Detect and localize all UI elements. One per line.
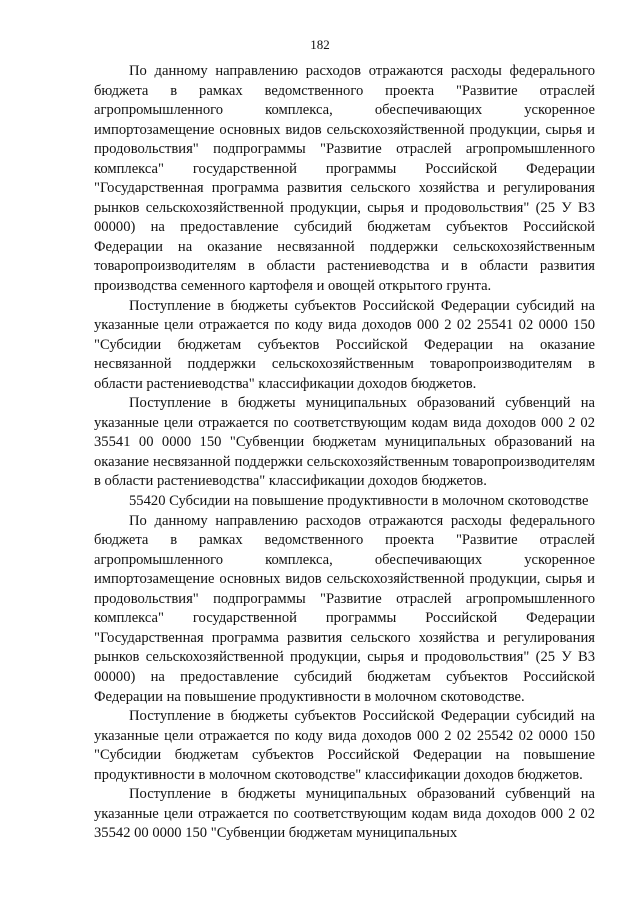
paragraph-subsidy-income-code: Поступление в бюджеты субъектов Российской Федерации субсидий на указанные цели отражается по коду вида доходов 000 2 02 25541 02 0000 150 "Субсидии бюджетам субъектов Российской Федерации на оказание несвязанной поддержки сельскохозяйственным товаропроизводителям в области растениеводства" классификации доходов бюджетов. [94, 297, 595, 392]
document-body [94, 62, 595, 844]
paragraph-dairy-expense-direction: По данному направлению расходов отражаются расходы федерального бюджета в рамках ведомственного проекта "Развитие отраслей агропромышленного комплекса, обеспечивающих ускоренное импортозамещение основных видов сельскохозяйственной продукции, сырья и продовольствия" подпрограммы "Развитие отраслей агропромышленного комплекса" государственной программы Российской Федерации "Государственная программа развития сельского хозяйства и регулирования рынков сельскохозяйственной продукции, сырья и продовольствия" (25 У В3 00000) на предоставление субсидий бюджетам субъектов Российской Федерации на повышение продуктивности в молочном скотоводстве. [94, 512, 595, 705]
page-number: 182 [310, 37, 330, 52]
paragraph-expense-direction-intro: По данному направлению расходов отражаются расходы федерального бюджета в рамках ведомственного проекта "Развитие отраслей агропромышленного комплекса, обеспечивающих ускоренное импортозамещение основных видов сельскохозяйственной продукции, сырья и продовольствия" подпрограммы "Развитие отраслей агропромышленного комплекса" государственной программы Российской Федерации "Государственная программа развития сельского хозяйства и регулирования рынков сельскохозяйственной продукции, сырья и продовольствия" (25 У В3 00000) на предоставление субсидий бюджетам субъектов Российской Федерации на оказание несвязанной поддержки сельскохозяйственным товаропроизводителям в области растениеводства и в области развития производства семенного картофеля и овощей открытого грунта. [94, 63, 595, 295]
paragraph-subvention-income-code: Поступление в бюджеты муниципальных образований субвенций на указанные цели отражается по соответствующим кодам вида доходов 000 2 02 35541 00 0000 150 "Субвенции бюджетам муниципальных образований на оказание несвязанной поддержки сельскохозяйственным товаропроизводителям в области растениеводства" классификации доходов бюджетов. [94, 395, 595, 490]
paragraph-dairy-subsidy-income-code: Поступление в бюджеты субъектов Российской Федерации субсидий на указанные цели отражается по коду вида доходов 000 2 02 25542 02 0000 150 "Субсидии бюджетам субъектов Российской Федерации на повышение продуктивности в молочном скотоводстве" классификации доходов бюджетов. [94, 708, 595, 783]
paragraph-dairy-subvention-income-code: Поступление в бюджеты муниципальных образований субвенций на указанные цели отражается по соответствующим кодам вида доходов 000 2 02 35542 00 0000 150 "Субвенции бюджетам муниципальных [94, 786, 595, 842]
section-heading-55420: 55420 Субсидии на повышение продуктивности в молочном скотоводстве [129, 493, 589, 510]
